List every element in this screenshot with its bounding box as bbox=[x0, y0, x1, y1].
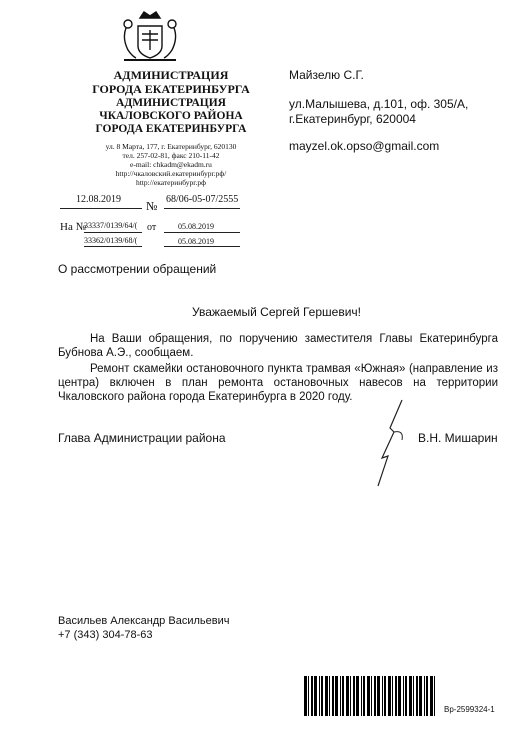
document-barcode bbox=[304, 676, 438, 716]
barcode-bar bbox=[374, 676, 376, 716]
barcode-bar bbox=[346, 676, 349, 716]
barcode-bar bbox=[356, 676, 359, 716]
barcode-bar bbox=[319, 676, 320, 716]
salutation: Уважаемый Сергей Гершевич! bbox=[192, 305, 361, 319]
barcode-bar bbox=[308, 676, 309, 716]
barcode-bar bbox=[395, 676, 397, 716]
reference-from-label: от bbox=[147, 222, 157, 233]
barcode-bar bbox=[325, 676, 328, 716]
barcode-bar bbox=[304, 676, 307, 716]
body-paragraph-1: На Ваши обращения, по поручению заместителя Главы Екатеринбурга Бубнова А.Э., сообщаем. bbox=[58, 333, 498, 359]
barcode-bar bbox=[340, 676, 341, 716]
reference-number-2: 33362/0139/68/( bbox=[84, 236, 138, 245]
org-address: ул. 8 Марта, 177, г. Екатеринбург, 620130 bbox=[105, 142, 237, 151]
executor-name: Васильев Александр Васильевич bbox=[58, 615, 230, 627]
org-site-2: http://екатеринбург.рф bbox=[135, 178, 207, 187]
barcode-bar bbox=[335, 676, 338, 716]
org-name-line1: АДМИНИСТРАЦИЯ bbox=[113, 68, 229, 82]
barcode-bar bbox=[430, 676, 433, 716]
barcode-bar bbox=[342, 676, 344, 716]
reference-number-1: 33337/0139/64/( bbox=[84, 221, 138, 230]
org-sub-line1: АДМИНИСТРАЦИЯ bbox=[116, 97, 226, 109]
handwritten-signature bbox=[372, 398, 412, 488]
barcode-bar bbox=[384, 676, 386, 716]
barcode-bar bbox=[434, 676, 435, 716]
barcode-bar bbox=[377, 676, 380, 716]
executor-phone: +7 (343) 304-78-63 bbox=[58, 629, 153, 641]
org-email: e-mail: chkadm@ekadm.ru bbox=[130, 160, 212, 169]
barcode-bar bbox=[419, 676, 422, 716]
recipient-street: ул.Малышева, д.101, оф. 305/А, bbox=[289, 97, 469, 111]
signatory-name: В.Н. Мишарин bbox=[418, 431, 498, 445]
body-paragraph-2: Ремонт скамейки остановочного пункта трамвая «Южная» (направление из центра) включен в план ремонта остановочных навесов на территории Чкаловского района города Екатеринбурга в 2020 году. bbox=[58, 363, 498, 403]
barcode-bar bbox=[409, 676, 412, 716]
barcode-bar bbox=[367, 676, 370, 716]
barcode-bar bbox=[361, 676, 362, 716]
barcode-bar bbox=[388, 676, 391, 716]
barcode-bar bbox=[382, 676, 383, 716]
letter-subject: О рассмотрении обращений bbox=[58, 262, 217, 276]
signatory-position: Глава Администрации района bbox=[58, 431, 226, 445]
recipient-email: mayzel.ok.opso@gmail.com bbox=[289, 139, 440, 153]
barcode-bar bbox=[413, 676, 414, 716]
outgoing-number: 68/06-05-07/2555 bbox=[166, 194, 239, 205]
city-coat-of-arms-icon bbox=[118, 8, 182, 64]
reference-label: На № bbox=[60, 221, 87, 233]
barcode-bar bbox=[405, 676, 407, 716]
barcode-bar bbox=[321, 676, 323, 716]
barcode-bar bbox=[424, 676, 425, 716]
barcode-bar bbox=[329, 676, 330, 716]
recipient-name: Майзелю С.Г. bbox=[289, 68, 364, 82]
recipient-city: г.Екатеринбург, 620004 bbox=[289, 112, 416, 126]
barcode-bar bbox=[353, 676, 355, 716]
barcode-bar bbox=[398, 676, 401, 716]
barcode-bar bbox=[392, 676, 393, 716]
reference-date-2: 05.08.2019 bbox=[178, 237, 214, 246]
org-sub-line2: ЧКАЛОВСКОГО РАЙОНА bbox=[99, 110, 243, 122]
barcode-code: Вр-2599324-1 bbox=[444, 705, 495, 714]
org-subdivision bbox=[60, 97, 282, 136]
org-phone: тел. 257-02-81, факс 210-11-42 bbox=[122, 151, 220, 160]
barcode-bar bbox=[350, 676, 351, 716]
org-sub-line3: ГОРОДА ЕКАТЕРИНБУРГА bbox=[95, 123, 247, 135]
barcode-bar bbox=[416, 676, 418, 716]
org-site-1: http://чкаловский.екатеринбург.рф/ bbox=[115, 169, 227, 178]
barcode-bar bbox=[403, 676, 404, 716]
number-label: № bbox=[146, 199, 158, 213]
barcode-bar bbox=[311, 676, 313, 716]
barcode-bar bbox=[363, 676, 365, 716]
outgoing-date: 12.08.2019 bbox=[76, 194, 121, 205]
org-contacts bbox=[60, 142, 282, 187]
org-name-line2: ГОРОДА ЕКАТЕРИНБУРГА bbox=[92, 82, 250, 96]
org-name bbox=[60, 68, 282, 96]
barcode-bar bbox=[314, 676, 317, 716]
barcode-bar bbox=[371, 676, 372, 716]
barcode-bar bbox=[426, 676, 428, 716]
barcode-bar bbox=[332, 676, 334, 716]
reference-date-1: 05.08.2019 bbox=[178, 222, 214, 231]
